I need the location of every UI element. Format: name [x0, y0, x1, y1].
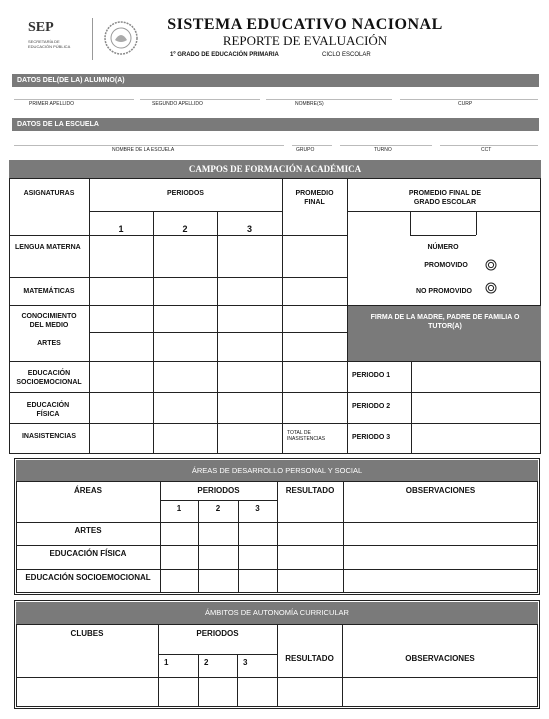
field-label-curp: CURP [458, 101, 473, 107]
signature-period-2: PERIODO 2 [352, 403, 391, 410]
field-line [400, 99, 538, 100]
grid-line [16, 677, 538, 678]
col-observations: OBSERVACIONES [405, 486, 476, 495]
grid-line [16, 522, 538, 523]
student-data-bar: DATOS DEL(DE LA) ALUMNO(A) [12, 74, 539, 87]
logo-divider [92, 18, 93, 60]
grade-label: 1º GRADO DE EDUCACIÓN PRIMARIA [170, 52, 279, 58]
sep-sub-2: EDUCACIÓN PÚBLICA [28, 44, 71, 49]
grid-line [476, 211, 477, 235]
row-matematicas: MATEMÁTICAS [23, 288, 75, 295]
field-line [14, 99, 134, 100]
period-3: 3 [255, 504, 260, 513]
sep-logo [28, 20, 98, 62]
promovido-label: PROMOVIDO [424, 262, 468, 269]
field-label-school-name: NOMBRE DE LA ESCUELA [112, 147, 175, 153]
grid-line [9, 235, 347, 236]
grid-line [198, 654, 199, 707]
period-2: 2 [204, 658, 209, 667]
grid-line [342, 624, 343, 707]
campos-title: CAMPOS DE FORMACIÓN ACADÉMICA [9, 160, 541, 178]
field-label-group: GRUPO [296, 147, 315, 153]
grid-line [160, 500, 277, 501]
sep-sub-1: SECRETARÍA DE [28, 39, 60, 44]
grid-line [238, 500, 239, 593]
grid-line [410, 211, 411, 235]
areas-title: ÁREAS DE DESARROLLO PERSONAL Y SOCIAL [16, 460, 538, 481]
row-artes: ARTES [74, 526, 102, 535]
page-title: SISTEMA EDUCATIVO NACIONAL [167, 16, 443, 33]
grid-line [343, 481, 344, 593]
period-1: 1 [176, 504, 182, 513]
col-final-average: PROMEDIO FINAL DE GRADO ESCOLAR [408, 190, 482, 206]
field-line [292, 145, 332, 146]
period-3: 3 [246, 224, 252, 234]
field-label-second-surname: SEGUNDO APELLIDO [152, 101, 203, 107]
row-conocimiento-medio: CONOCIMIENTO DEL MEDIO [21, 313, 77, 329]
grid-line [16, 569, 538, 570]
col-observations: OBSERVACIONES [405, 654, 475, 663]
national-seal-icon [103, 20, 139, 56]
field-line [140, 99, 260, 100]
row-inasistencias: INASISTENCIAS [21, 433, 77, 440]
row-educacion-fisica: EDUCACIÓN FÍSICA [26, 402, 70, 418]
col-periods: PERIODOS [196, 629, 239, 638]
numero-label: NÚMERO [427, 244, 459, 251]
period-3: 3 [243, 658, 248, 667]
field-label-first-surname: PRIMER APELLIDO [29, 101, 75, 107]
field-line [14, 145, 284, 146]
col-clubs: CLUBES [70, 629, 104, 638]
grid-line [158, 654, 277, 655]
col-result: RESULTADO [285, 654, 334, 663]
grid-line [411, 361, 412, 454]
grid-line [9, 305, 541, 306]
grid-line [237, 654, 238, 707]
col-periods: PERIODOS [197, 486, 240, 495]
signature-label: FIRMA DE LA MADRE, PADRE DE FAMILIA O TUTOR(A) [370, 314, 520, 330]
period-1: 1 [118, 224, 124, 234]
grid-line [347, 211, 541, 212]
col-periods: PERIODOS [167, 190, 204, 197]
no-promovido-label: NO PROMOVIDO [415, 288, 472, 295]
period-1: 1 [164, 658, 169, 667]
col-result: RESULTADO [285, 486, 335, 495]
field-label-names: NOMBRE(S) [295, 101, 324, 107]
school-data-bar: DATOS DE LA ESCUELA [12, 118, 539, 131]
grid-line [16, 545, 538, 546]
no-promovido-radio[interactable] [485, 281, 497, 293]
period-2: 2 [182, 224, 188, 234]
grid-line [9, 277, 347, 278]
ambitos-title: ÁMBITOS DE AUTONOMÍA CURRICULAR [16, 602, 538, 624]
grid-line [89, 332, 347, 333]
row-artes: ARTES [37, 340, 61, 347]
col-areas: ÁREAS [73, 486, 102, 495]
grid-line [9, 361, 541, 362]
field-line [440, 145, 538, 146]
grid-line [9, 392, 541, 393]
field-label-shift: TURNO [374, 147, 392, 153]
grid-line [282, 178, 283, 454]
row-educacion-fisica: EDUCACIÓN FÍSICA [49, 549, 127, 558]
cycle-label: CICLO ESCOLAR [322, 52, 371, 58]
period-2: 2 [215, 504, 221, 513]
grid-line [160, 481, 161, 593]
signature-period-1: PERIODO 1 [352, 372, 391, 379]
row-lengua-materna: LENGUA MATERNA [15, 244, 81, 251]
grid-line [277, 481, 278, 593]
grid-line [89, 178, 90, 454]
page-subtitle: REPORTE DE EVALUACIÓN [222, 33, 388, 48]
promovido-radio[interactable] [485, 258, 497, 270]
grid-line [347, 178, 348, 454]
total-absences-label: TOTAL DE INASISTENCIAS [287, 430, 326, 442]
signature-period-3: PERIODO 3 [352, 434, 391, 441]
grid-line [198, 500, 199, 593]
sep-logo-text: SEP [28, 20, 54, 35]
col-subjects: ASIGNATURAS [23, 190, 75, 197]
grid-line [9, 423, 541, 424]
row-socioemocional: EDUCACIÓN SOCIOEMOCIONAL [25, 573, 151, 582]
field-line [266, 99, 392, 100]
grid-line [89, 211, 282, 212]
grid-line [410, 235, 476, 236]
row-socioemocional: EDUCACIÓN SOCIOEMOCIONAL [16, 370, 82, 386]
field-line [340, 145, 432, 146]
col-average: PROMEDIO FINAL [295, 190, 334, 206]
grid-line [277, 624, 278, 707]
field-label-cct: CCT [481, 147, 492, 153]
